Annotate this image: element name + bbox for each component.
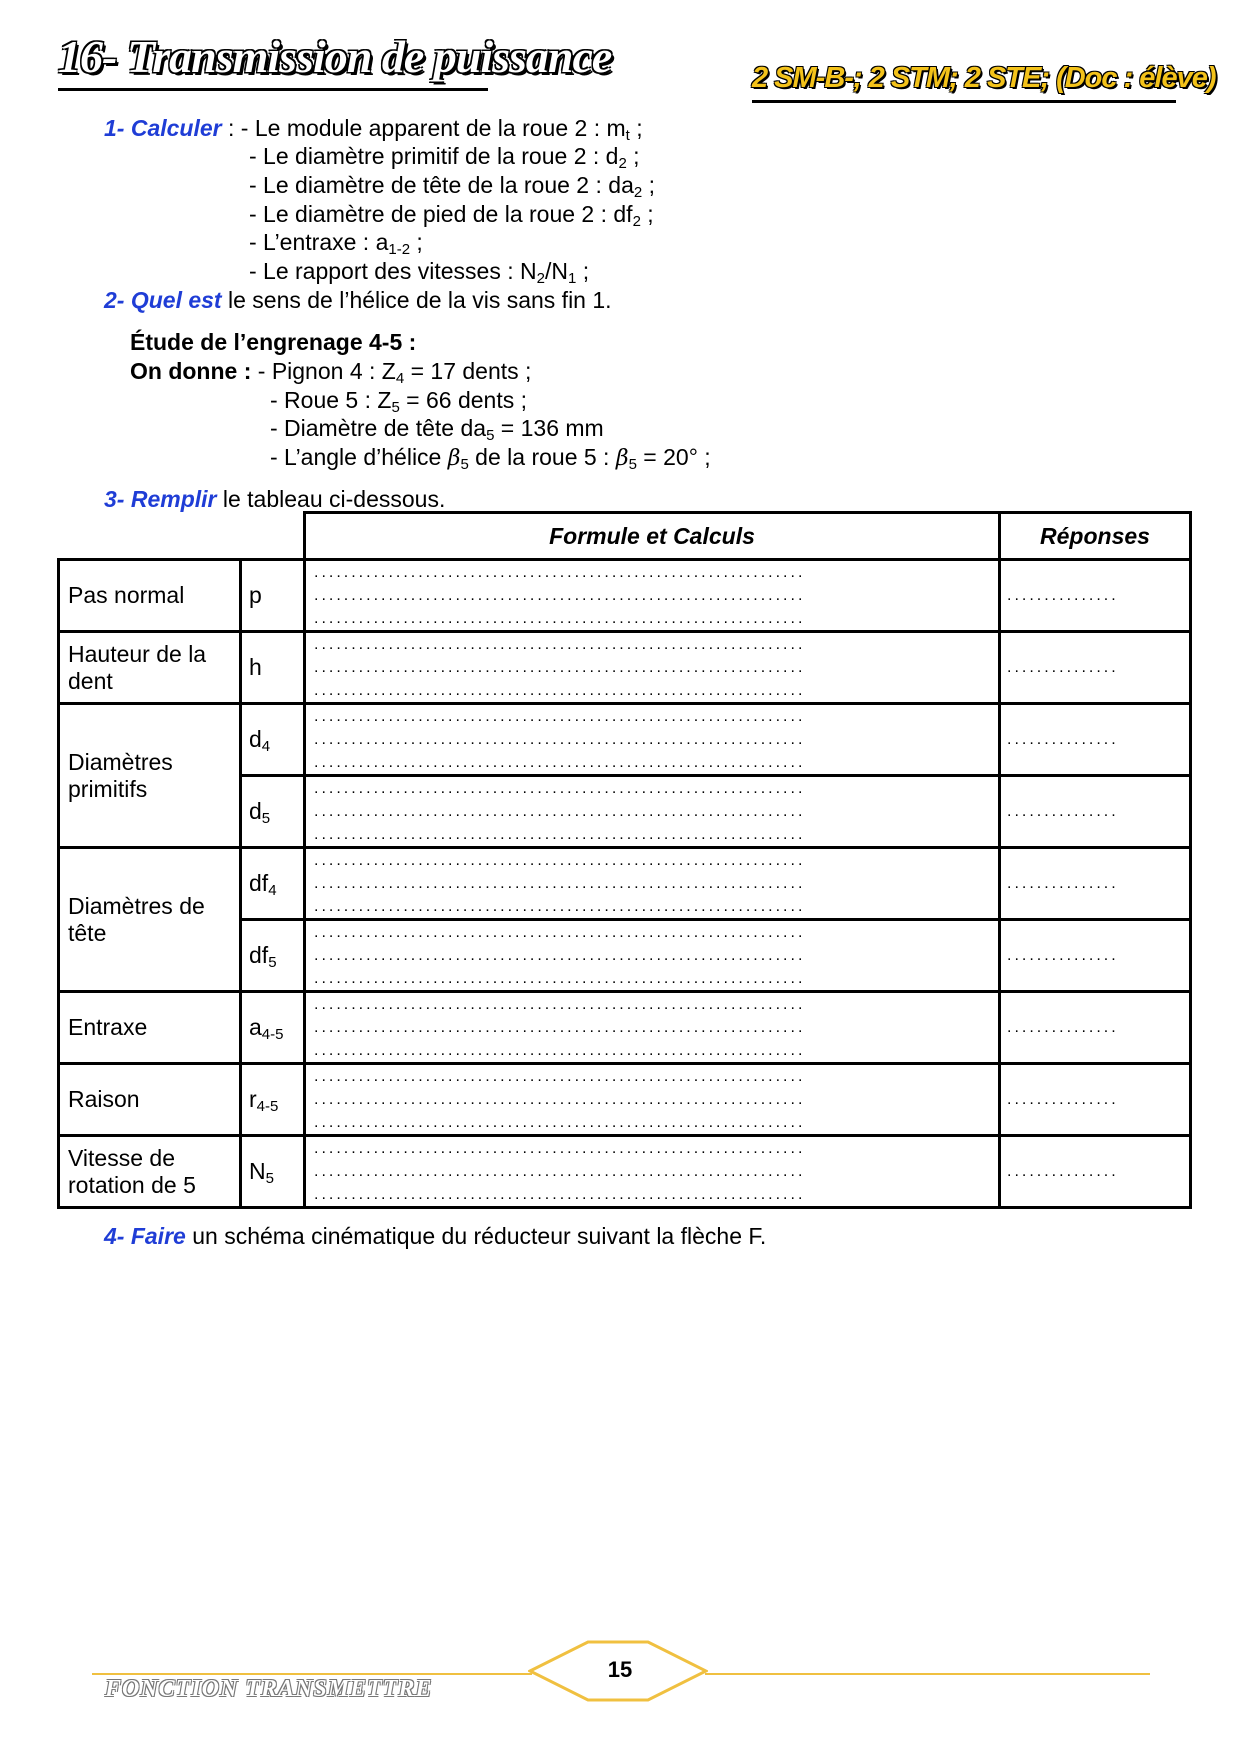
dotted-line: .................................................................. [314,682,806,699]
table-row [59,560,1191,632]
response-cell[interactable] [1000,848,1191,920]
dotted-line: .................................................................. [314,947,806,964]
dotted-line: .................................................................. [314,1163,806,1180]
formula-cell[interactable] [305,992,1000,1064]
footer-line-right [705,1673,1150,1675]
dotted-line: .................................................................. [314,1068,806,1085]
given-4-sub: 5 [460,456,469,473]
q1-item2-end: ; [626,143,640,169]
q1-item1-end: ; [629,115,643,141]
row-label: Diamètres de tête [59,848,241,992]
q3-text: le tableau ci-dessous. [216,486,446,512]
given-3-sub: 5 [486,427,495,444]
table-row [59,992,1191,1064]
dotted-line: .................................................................. [314,1091,806,1108]
given-2-sub: 5 [391,399,400,416]
dotted-line: .................................................................. [314,924,806,941]
q1-item6: - Le rapport des vitesses : N [249,258,537,284]
response-dotted-line: ............... [1007,658,1119,676]
row-label: Vitesse de rotation de 5 [59,1136,241,1208]
symbol-sub: 5 [265,1170,274,1187]
row-symbol [241,632,305,704]
calc-table [57,511,1192,1209]
q1-item4-sub: 2 [632,213,641,230]
q1-item5-end: ; [410,229,423,255]
given-4: - L’angle d’hélice [270,444,448,470]
response-cell[interactable] [1000,632,1191,704]
symbol-base: a [249,1014,262,1040]
q1-line-5 [249,228,423,256]
row-symbol [241,776,305,848]
table-header-row [59,513,1191,560]
dotted-line: .................................................................. [314,731,806,748]
formula-cell[interactable] [305,704,1000,776]
q3-line [104,485,445,513]
footer-line-left [92,1673,532,1675]
given-1-end: = 17 dents ; [404,358,532,384]
given-4-end: = 20° ; [636,444,711,470]
dotted-line: .................................................................. [314,1114,806,1131]
dotted-line: .................................................................. [314,875,806,892]
dotted-line: .................................................................. [314,564,806,581]
q1-item2-sub: 2 [618,155,627,172]
on-donne-label: On donne : [130,358,252,384]
symbol-sub: 4 [261,738,271,755]
q1-item1: Le module apparent de la roue 2 : m [254,115,626,141]
q2-text: le sens de l’hélice de la vis sans fin 1. [221,287,612,313]
row-symbol [241,1136,305,1208]
symbol-base: N [249,1158,266,1184]
q4-text: un schéma cinématique du réducteur suivant la flèche F. [185,1223,767,1249]
q1-line-6 [249,257,589,285]
header-responses: Réponses [1000,513,1191,560]
givens-line-4 [270,443,711,473]
formula-cell[interactable] [305,1136,1000,1208]
table-row [59,1064,1191,1136]
q1-item4-end: ; [640,201,654,227]
given-4-mid: de la roue 5 : [468,444,616,470]
q1-item5-sub: 1-2 [388,241,411,258]
q4-line [104,1222,766,1250]
q2-line [104,286,612,314]
formula-cell[interactable] [305,920,1000,992]
response-dotted-line: ............... [1007,586,1119,604]
dotted-line: .................................................................. [314,898,806,915]
title-underline [58,88,488,91]
response-dotted-line: ............... [1007,730,1119,748]
q4-number: 4- Faire [104,1223,186,1249]
response-cell[interactable] [1000,776,1191,848]
formula-cell[interactable] [305,560,1000,632]
formula-cell[interactable] [305,632,1000,704]
table-row [59,848,1191,920]
response-cell[interactable] [1000,560,1191,632]
q1-item6-sub2: 1 [567,270,577,287]
q1-line-3 [249,171,655,199]
dotted-line: .................................................................. [314,780,806,797]
symbol-base: r [249,1086,257,1112]
table-row [59,632,1191,704]
symbol-sub: 4 [268,882,277,899]
row-label: Pas normal [59,560,241,632]
givens-line-1 [130,357,531,385]
header-formula: Formule et Calculs [305,513,1000,560]
q1-item3: - Le diamètre de tête de la roue 2 : da [249,172,634,198]
etude-title: Étude de l’engrenage 4-5 : [130,329,417,355]
response-cell[interactable] [1000,704,1191,776]
formula-cell[interactable] [305,1064,1000,1136]
givens-line-3 [270,414,604,442]
symbol-sub: 5 [268,954,277,971]
dotted-line: .................................................................. [314,1019,806,1036]
row-label: Raison [59,1064,241,1136]
beta-symbol: β [447,446,461,471]
class-label: 2 SM-B-; 2 STM; 2 STE; (Doc : élève) [752,62,1216,94]
symbol-base: h [249,654,262,680]
givens-line-2 [270,386,527,414]
given-2: - Roue 5 : Z [270,387,392,413]
table-header-blank [59,513,305,560]
response-dotted-line: ............... [1007,874,1119,892]
q1-sep: : - [221,115,255,141]
symbol-sub: 4-5 [261,1026,284,1043]
q1-line-2 [249,142,640,170]
dotted-line: .................................................................. [314,996,806,1013]
response-dotted-line: ............... [1007,802,1119,820]
dotted-line: .................................................................. [314,587,806,604]
table-row [59,1136,1191,1208]
q1-item6-mid: /N [544,258,568,284]
dotted-line: .................................................................. [314,659,806,676]
q1-item3-sub: 2 [633,184,643,201]
row-symbol [241,560,305,632]
formula-cell[interactable] [305,848,1000,920]
row-label: Diamètres primitifs [59,704,241,848]
q1-item3-end: ; [642,172,655,198]
dotted-line: .................................................................. [314,970,806,987]
q1-number: 1- Calculer [104,115,222,141]
page-title: 16- Transmission de puissance [58,31,612,82]
dotted-line: .................................................................. [314,803,806,820]
given-3-end: = 136 mm [494,415,604,441]
table-body [59,560,1191,1208]
q1-line-4 [249,200,654,228]
symbol-sub: 4-5 [256,1098,279,1115]
q3-number: 3- Remplir [104,486,217,512]
q1-line-1 [104,114,643,142]
dotted-line: .................................................................. [314,1140,806,1157]
row-label: Entraxe [59,992,241,1064]
q1-item2: - Le diamètre primitif de la roue 2 : d [249,143,619,169]
symbol-base: d [249,726,262,752]
response-cell[interactable] [1000,1136,1191,1208]
response-cell[interactable] [1000,992,1191,1064]
row-symbol [241,992,305,1064]
row-symbol [241,704,305,776]
symbol-sub: 5 [261,810,271,827]
response-dotted-line: ............... [1007,1018,1119,1036]
row-label: Hauteur de la dent [59,632,241,704]
row-symbol [241,920,305,992]
response-dotted-line: ............... [1007,946,1119,964]
dotted-line: .................................................................. [314,826,806,843]
beta-symbol-2: β [615,446,629,471]
given-1: - Pignon 4 : Z [251,358,396,384]
q1-item1-sub: t [625,127,630,144]
given-3: - Diamètre de tête da [270,415,487,441]
response-dotted-line: ............... [1007,1162,1119,1180]
formula-cell[interactable] [305,776,1000,848]
symbol-base: p [249,582,262,608]
symbol-base: df [249,942,269,968]
response-dotted-line: ............... [1007,1090,1119,1108]
dotted-line: .................................................................. [314,1186,806,1203]
dotted-line: .................................................................. [314,636,806,653]
page-number: 15 [607,1657,633,1682]
dotted-line: .................................................................. [314,852,806,869]
symbol-base: d [249,798,262,824]
dotted-line: .................................................................. [314,1042,806,1059]
response-cell[interactable] [1000,920,1191,992]
q1-item6-sub1: 2 [536,270,545,287]
row-symbol [241,1064,305,1136]
dotted-line: .................................................................. [314,708,806,725]
symbol-base: df [249,870,269,896]
given-1-sub: 4 [395,370,405,387]
dotted-line: .................................................................. [314,610,806,627]
row-symbol [241,848,305,920]
q2-number: 2- Quel est [104,287,222,313]
response-cell[interactable] [1000,1064,1191,1136]
q1-item4: - Le diamètre de pied de la roue 2 : df [249,201,633,227]
q1-item6-end: ; [576,258,590,284]
dotted-line: .................................................................. [314,754,806,771]
table-row [59,704,1191,776]
given-4-sub-2: 5 [628,456,637,473]
q1-item5: - L’entraxe : a [249,229,389,255]
footer-text: FONCTION TRANSMETTRE [105,1676,433,1702]
given-2-end: = 66 dents ; [399,387,528,413]
class-underline [752,100,1176,103]
